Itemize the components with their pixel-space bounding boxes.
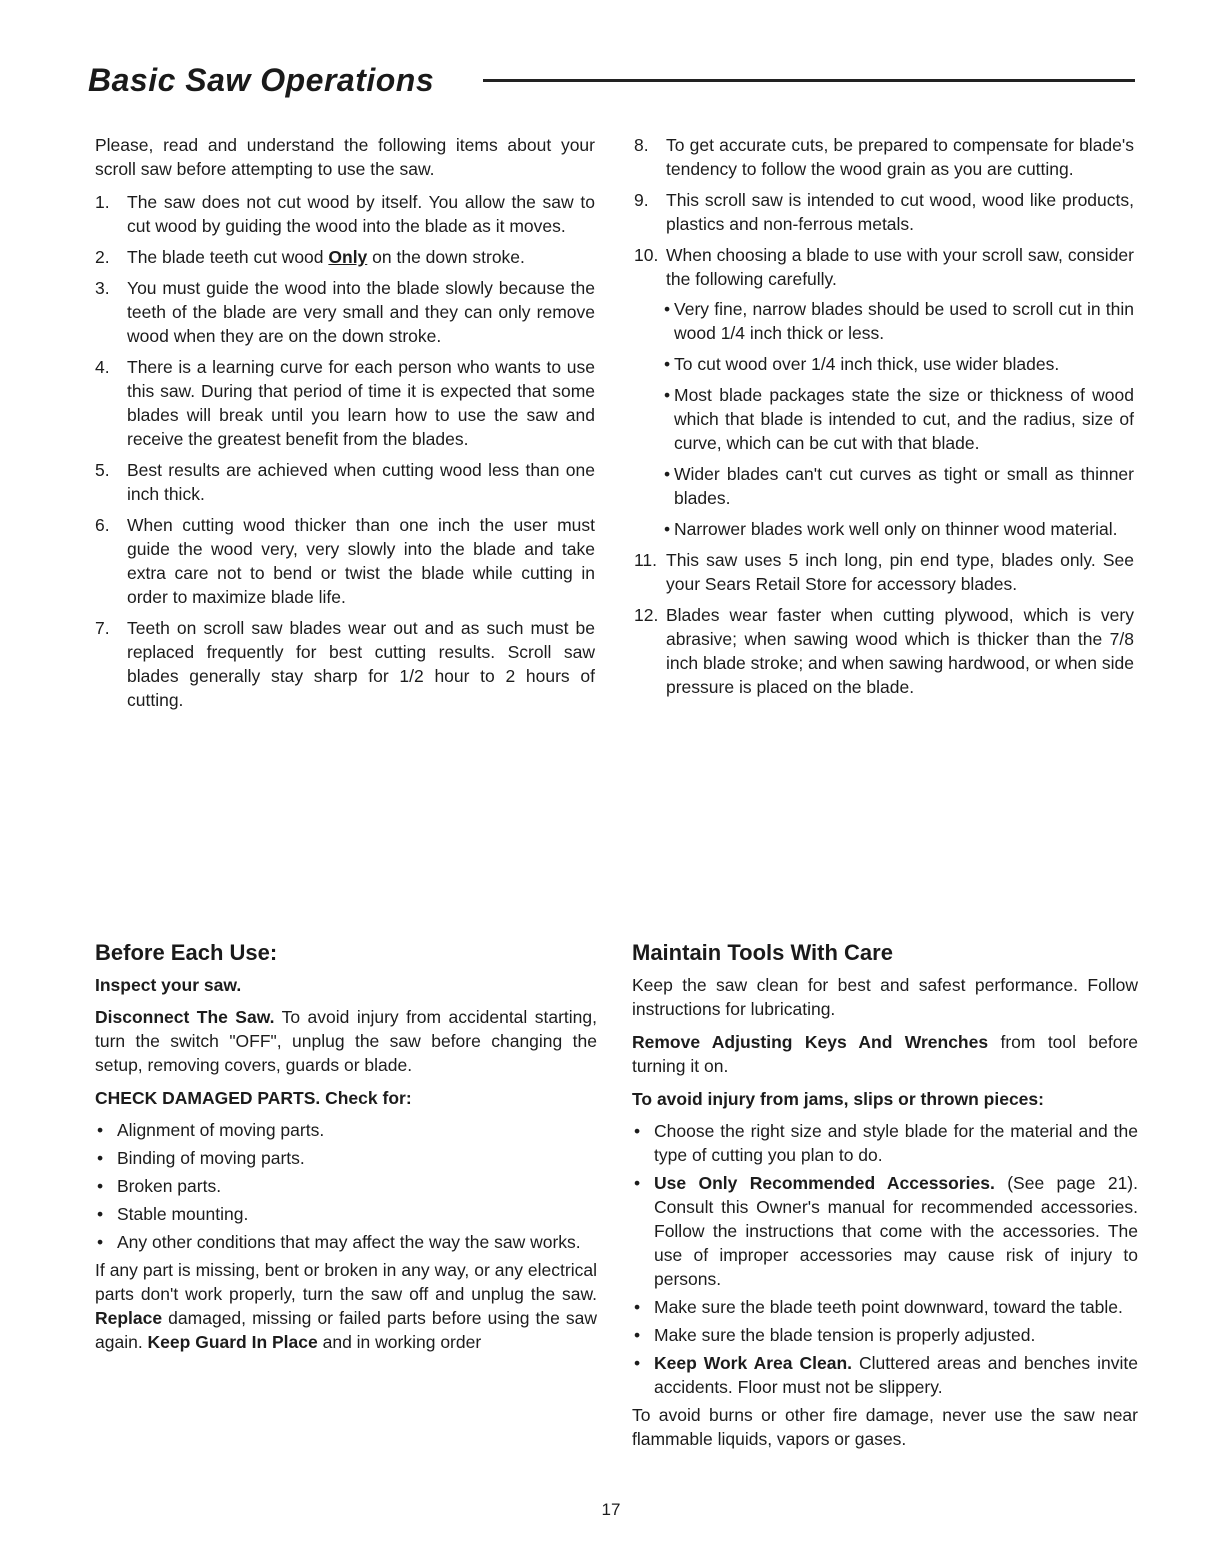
safety-list	[632, 1119, 1138, 1399]
item-number: 2.	[95, 247, 110, 267]
disconnect-paragraph	[95, 1005, 597, 1077]
list-item	[95, 190, 595, 238]
list-item	[95, 355, 595, 451]
item-number: 7.	[95, 618, 110, 638]
item-number: 3.	[95, 278, 110, 298]
bullet-item: • Very fine, narrow blades should be used to scroll cut in thin wood 1/4 inch thick or less.	[666, 297, 1134, 345]
item-text: When cutting wood thicker than one inch the user must guide the wood very, very slowly into the blade and take extra care not to bend or twist the blade while cutting in order to maximize blade life.	[127, 515, 595, 607]
inspect-heading: Inspect your saw.	[95, 975, 242, 995]
item-text: Blades wear faster when cutting plywood, which is very abrasive; when sawing wood which is thicker than the 7/8 inch blade stroke; and when sawing hardwood, or when side pressure is placed on the blade.	[666, 605, 1134, 697]
item-emphasis: Only	[328, 247, 368, 267]
closing-text: damaged, missing or failed parts before using the saw again.	[95, 1308, 597, 1352]
bullet-item	[632, 1351, 1138, 1399]
fire-warning-paragraph: To avoid burns or other fire damage, never use the saw near flammable liquids, vapors or gases.	[632, 1405, 1138, 1449]
section-heading: Maintain Tools With Care	[632, 940, 893, 965]
maintain-intro: Keep the saw clean for best and safest performance. Follow instructions for lubricating.	[632, 975, 1138, 1019]
list-item	[634, 133, 1134, 181]
accessories-text: (See page 21). Consult this Owner's manual for recommended accessories. Follow the instructions that come with the accessories. The use of improper accessories may cause risk of injury to persons.	[654, 1173, 1138, 1289]
jams-heading: To avoid injury from jams, slips or thrown pieces:	[632, 1089, 1044, 1109]
item-number: 4.	[95, 357, 110, 377]
bullet-item: • Stable mounting.	[95, 1202, 597, 1226]
bullet-item: • Binding of moving parts.	[95, 1146, 597, 1170]
check-heading: CHECK DAMAGED PARTS. Check for:	[95, 1088, 412, 1108]
closing-text: and in working order	[317, 1332, 482, 1352]
item-text: You must guide the wood into the blade slowly because the teeth of the blade are very small and they can only remove wood when they are on the down stroke.	[127, 278, 595, 346]
closing-text: If any part is missing, bent or broken in any way, or any electrical parts don't work properly, turn the saw off and unplug the saw.	[95, 1260, 597, 1304]
bullet-item: • Make sure the blade teeth point downward, toward the table.	[632, 1295, 1138, 1319]
operations-list-left	[95, 190, 595, 712]
bullet-item: • Broken parts.	[95, 1174, 597, 1198]
list-item	[634, 603, 1134, 699]
accessories-label: Use Only Recommended Accessories.	[654, 1173, 995, 1193]
list-item	[95, 616, 595, 712]
bullet-item: • To cut wood over 1/4 inch thick, use wider blades.	[666, 352, 1134, 376]
list-item	[95, 458, 595, 506]
list-item	[634, 548, 1134, 596]
work-area-text: Cluttered areas and benches invite accidents. Floor must not be slippery.	[654, 1353, 1138, 1397]
list-item	[634, 243, 1134, 541]
list-item	[95, 276, 595, 348]
remove-keys-label: Remove Adjusting Keys And Wrenches	[632, 1032, 989, 1052]
bullet-item: • Narrower blades work well only on thinner wood material.	[666, 517, 1134, 541]
bullet-item: • Any other conditions that may affect the way the saw works.	[95, 1230, 597, 1254]
page-number: 17	[601, 1500, 621, 1519]
bullet-item: • Make sure the blade tension is properly adjusted.	[632, 1323, 1138, 1347]
list-item	[634, 188, 1134, 236]
item-number: 5.	[95, 460, 110, 480]
item-number: 1.	[95, 192, 110, 212]
item-number: 9.	[634, 190, 649, 210]
item-text: This saw uses 5 inch long, pin end type, blades only. See your Sears Retail Store for accessory blades.	[666, 550, 1134, 594]
before-each-use-section	[95, 941, 597, 1363]
closing-paragraph	[95, 1258, 597, 1354]
item-text: The saw does not cut wood by itself. You allow the saw to cut wood by guiding the wood into the blade as it moves.	[127, 192, 595, 236]
keep-guard-label: Keep Guard In Place	[147, 1332, 318, 1352]
item-text: on the down stroke.	[367, 247, 525, 267]
intro-paragraph: Please, read and understand the following items about your scroll saw before attempting to use the saw.	[95, 135, 595, 179]
list-item	[95, 513, 595, 609]
title-rule	[483, 79, 1135, 82]
item-text: This scroll saw is intended to cut wood, wood like products, plastics and non-ferrous metals.	[666, 190, 1134, 234]
right-column-top	[634, 133, 1134, 706]
bullet-item: • Most blade packages state the size or thickness of wood which that blade is intended to cut, and the radius, size of curve, which can be cut with that blade.	[666, 383, 1134, 455]
item-number: 11.	[634, 550, 658, 570]
section-heading: Before Each Use:	[95, 940, 278, 965]
maintain-tools-section	[632, 941, 1138, 1460]
disconnect-label: Disconnect The Saw.	[95, 1007, 275, 1027]
blade-tips-list	[666, 297, 1134, 541]
operations-list-right	[634, 133, 1134, 699]
item-number: 12.	[634, 605, 659, 625]
item-text: Best results are achieved when cutting wood less than one inch thick.	[127, 460, 595, 504]
work-area-label: Keep Work Area Clean.	[654, 1353, 852, 1373]
disconnect-text: To avoid injury from accidental starting, turn the switch "OFF", unplug the saw before changing the setup, removing covers, guards or blade.	[95, 1007, 597, 1075]
check-list	[95, 1118, 597, 1254]
remove-keys-text: from tool before turning it on.	[632, 1032, 1139, 1076]
item-number: 8.	[634, 135, 649, 155]
page-title: Basic Saw Operations	[88, 62, 435, 98]
bullet-item: • Choose the right size and style blade for the material and the type of cutting you plan to do.	[632, 1119, 1138, 1167]
item-number: 10.	[634, 245, 659, 265]
bullet-item	[632, 1171, 1138, 1291]
item-number: 6.	[95, 515, 110, 535]
remove-keys-paragraph	[632, 1030, 1138, 1078]
item-text: When choosing a blade to use with your scroll saw, consider the following carefully.	[666, 245, 1134, 289]
replace-label: Replace	[95, 1308, 163, 1328]
item-text: The blade teeth cut wood	[127, 247, 329, 267]
bullet-item: • Alignment of moving parts.	[95, 1118, 597, 1142]
bullet-item: • Wider blades can't cut curves as tight or small as thinner blades.	[666, 462, 1134, 510]
item-text: To get accurate cuts, be prepared to compensate for blade's tendency to follow the wood grain as you are cutting.	[666, 135, 1134, 179]
left-column-top	[95, 133, 595, 719]
item-text: There is a learning curve for each person who wants to use this saw. During that period of time it is expected that some blades will break until you learn how to use the saw and receive the greatest benefit from the blades.	[127, 357, 595, 449]
list-item	[95, 245, 595, 269]
item-text: Teeth on scroll saw blades wear out and as such must be replaced frequently for best cutting results. Scroll saw blades generally stay sharp for 1/2 hour to 2 hours of cutting.	[127, 618, 595, 710]
